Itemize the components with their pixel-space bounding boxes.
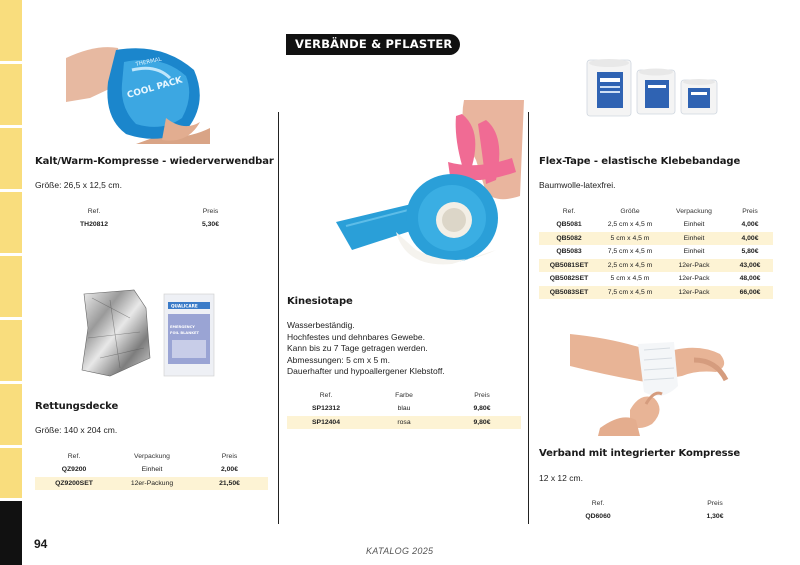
- column-header: Ref.: [87, 208, 101, 215]
- ref-cell: QB5081SET: [539, 259, 599, 273]
- price-table: [287, 389, 521, 429]
- column-header: Ref.: [319, 392, 333, 399]
- column-header: Preis: [742, 208, 758, 215]
- product-description: [35, 425, 117, 437]
- section-tabs: [0, 0, 22, 565]
- column-divider: [528, 112, 529, 524]
- svg-text:COOL PACK: COOL PACK: [126, 75, 184, 101]
- ref-cell: QZ9200: [61, 466, 87, 474]
- ref-cell: QZ9200SET: [35, 477, 113, 491]
- price-cell: 5,30€: [201, 221, 219, 229]
- tab-marker[interactable]: [0, 128, 22, 189]
- tab-marker[interactable]: [0, 0, 22, 61]
- table-header-row: [287, 389, 521, 402]
- table-header-row: [539, 497, 773, 510]
- product-title: Kalt/Warm-Kompresse - wiederverwendbar: [35, 156, 274, 167]
- svg-text:THERMAL: THERMAL: [135, 56, 163, 68]
- svg-text:FOIL BLANKET: FOIL BLANKET: [170, 331, 199, 335]
- table-row: [287, 402, 521, 416]
- pack-cell: Einheit: [683, 221, 705, 229]
- kinesio-tape-image: [336, 100, 524, 270]
- ref-cell: QB5081: [556, 221, 582, 229]
- size-cell: 7,5 cm x 4,5 m: [607, 248, 653, 256]
- description-line: Dauerhafter und hypoallergener Klebstoff.: [287, 366, 445, 376]
- ref-cell: QB5083SET: [539, 286, 599, 300]
- price-cell: 9,80€: [443, 416, 521, 430]
- table-header-row: [539, 205, 773, 218]
- table-row: [539, 218, 773, 232]
- wrist-bandage-image: [570, 320, 730, 436]
- description-line: 12 x 12 cm.: [539, 473, 583, 483]
- tab-marker-active[interactable]: [0, 501, 22, 565]
- size-cell: 5 cm x 4,5 m: [599, 232, 661, 246]
- description-line: Kann bis zu 7 Tage getragen werden.: [287, 343, 428, 353]
- color-cell: blau: [397, 405, 411, 413]
- tab-marker[interactable]: [0, 64, 22, 125]
- tab-marker[interactable]: [0, 384, 22, 445]
- table-row: [539, 510, 773, 524]
- svg-text:EMERGENCY: EMERGENCY: [170, 325, 195, 329]
- product-title: Verband mit integrierter Kompresse: [539, 448, 741, 459]
- column-header: Preis: [707, 500, 723, 507]
- tab-marker[interactable]: [0, 448, 22, 498]
- ref-cell: TH20812: [80, 221, 108, 229]
- pack-cell: Einheit: [141, 466, 163, 474]
- table-header-row: [35, 450, 268, 463]
- ref-cell: QD6060: [585, 513, 611, 521]
- size-cell: 2,5 cm x 4,5 m: [607, 221, 653, 229]
- price-table: [35, 205, 268, 232]
- price-table: [35, 450, 268, 490]
- price-cell: 2,00€: [220, 466, 238, 474]
- column-header: Größe: [620, 208, 640, 215]
- price-cell: 21,50€: [191, 477, 268, 491]
- pack-cell: 12er-Pack: [678, 275, 710, 283]
- section-banner: VERBÄNDE & PFLASTER: [286, 34, 460, 55]
- table-row: [539, 272, 773, 286]
- table-row: [539, 245, 773, 259]
- column-header: Verpackung: [134, 453, 170, 460]
- ref-cell: SP12312: [312, 405, 340, 413]
- price-cell: 48,00€: [739, 275, 761, 283]
- table-row: [35, 463, 268, 477]
- product-title: Rettungsdecke: [35, 401, 119, 412]
- description-line: Abmessungen: 5 cm x 5 m.: [287, 354, 390, 365]
- size-cell: 7,5 cm x 4,5 m: [599, 286, 661, 300]
- description-line: Größe: 140 x 204 cm.: [35, 425, 118, 435]
- table-row: [539, 286, 773, 300]
- price-cell: 5,80€: [741, 248, 759, 256]
- product-description: [287, 320, 445, 378]
- price-table: [539, 205, 773, 299]
- table-row: [35, 218, 268, 232]
- product-description: [539, 180, 616, 192]
- ref-cell: SP12404: [287, 416, 365, 430]
- column-header: Ref.: [562, 208, 576, 215]
- table-row: [539, 259, 773, 273]
- price-table: [539, 497, 773, 524]
- column-divider: [278, 112, 279, 524]
- price-cell: 66,00€: [727, 286, 773, 300]
- column-header: Preis: [474, 392, 490, 399]
- column-header: Preis: [202, 208, 219, 215]
- column-header: Verpackung: [676, 208, 712, 215]
- color-cell: rosa: [365, 416, 443, 430]
- column-header: Preis: [221, 453, 238, 460]
- tab-marker[interactable]: [0, 256, 22, 317]
- page-number: 94: [34, 537, 48, 551]
- pack-cell: Einheit: [661, 232, 727, 246]
- price-cell: 9,80€: [473, 405, 491, 413]
- price-cell: 1,30€: [706, 513, 724, 521]
- description-line: Hochfestes und dehnbares Gewebe.: [287, 331, 425, 342]
- cold-pack-image: [66, 40, 210, 144]
- tab-marker[interactable]: [0, 192, 22, 253]
- catalog-footer: KATALOG 2025: [366, 546, 434, 556]
- pack-cell: 12er-Pack: [661, 286, 727, 300]
- product-description: [539, 473, 583, 485]
- tab-marker[interactable]: [0, 320, 22, 381]
- description-line: Baumwolle-latexfrei.: [539, 180, 616, 190]
- svg-text:QUALICARE: QUALICARE: [171, 303, 198, 309]
- table-header-row: [35, 205, 268, 218]
- column-header: Farbe: [395, 392, 413, 399]
- size-cell: 2,5 cm x 4,5 m: [599, 259, 661, 273]
- size-cell: 5 cm x 4,5 m: [610, 275, 650, 283]
- description-line: Größe: 26,5 x 12,5 cm.: [35, 180, 122, 190]
- rescue-blanket-image: [80, 288, 220, 380]
- description-line: Wasserbeständig.: [287, 320, 355, 330]
- table-row: [35, 477, 268, 491]
- table-row: [539, 232, 773, 246]
- ref-cell: QB5082: [539, 232, 599, 246]
- product-title: Flex-Tape - elastische Klebebandage: [539, 156, 741, 167]
- column-header: Ref.: [67, 453, 81, 460]
- table-row: [287, 416, 521, 430]
- ref-cell: QB5083: [556, 248, 582, 256]
- pack-cell: 12er-Packung: [113, 477, 191, 491]
- column-header: Ref.: [591, 500, 605, 507]
- price-cell: 4,00€: [727, 232, 773, 246]
- price-cell: 43,00€: [727, 259, 773, 273]
- product-description: [35, 180, 122, 192]
- pack-cell: Einheit: [683, 248, 705, 256]
- price-cell: 4,00€: [741, 221, 759, 229]
- product-title: Kinesiotape: [287, 296, 353, 307]
- ref-cell: QB5082SET: [549, 275, 589, 283]
- pack-cell: 12er-Pack: [661, 259, 727, 273]
- flex-tape-rolls-image: [583, 56, 743, 120]
